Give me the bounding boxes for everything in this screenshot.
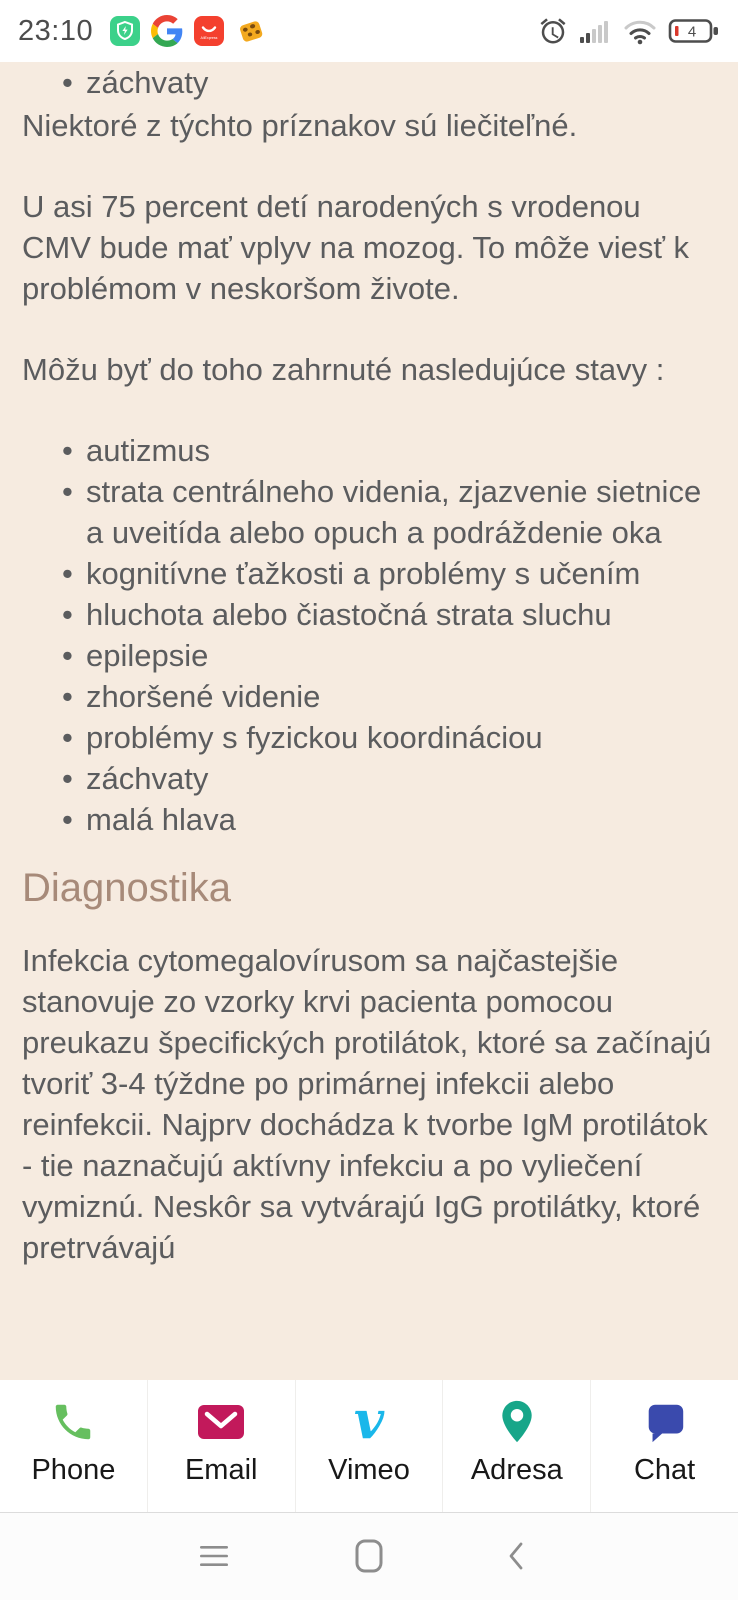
aliexpress-app-icon	[193, 15, 225, 47]
list-item: • epilepsie	[62, 635, 716, 676]
wifi-icon	[622, 17, 658, 45]
list-item: • problémy s fyzickou koordináciou	[62, 717, 716, 758]
paragraph-treatable: Niektoré z týchto príznakov sú liečiteľné.	[22, 108, 578, 143]
list-item: • autizmus	[62, 430, 716, 471]
paragraph-list-intro: Môžu byť do toho zahrnuté nasledujúce stavy :	[22, 352, 665, 387]
email-button[interactable]	[148, 1380, 296, 1512]
chat-button[interactable]	[591, 1380, 738, 1512]
paragraph-75-percent: U asi 75 percent detí narodených s vrodenou CMV bude mať vplyv na mozog. To môže viesť k problémom v neskoršom živote.	[22, 189, 690, 306]
chat-bubble-icon	[642, 1396, 688, 1448]
google-app-icon	[151, 15, 183, 47]
list-item: • záchvaty	[62, 62, 716, 103]
battery-icon	[668, 17, 720, 45]
contact-action-bar	[0, 1380, 738, 1512]
clock-time: 23:10	[18, 14, 94, 47]
vimeo-button[interactable]	[296, 1380, 444, 1512]
adresa-button[interactable]	[443, 1380, 591, 1512]
sticker-app-icon	[235, 15, 267, 47]
conditions-list	[22, 430, 716, 840]
list-item: • malá hlava	[62, 799, 716, 840]
status-bar	[0, 0, 738, 62]
svg-text:AliExpress: AliExpress	[200, 36, 218, 40]
android-navigation-bar	[0, 1512, 738, 1600]
back-button[interactable]	[488, 1513, 544, 1600]
phone-icon	[50, 1396, 96, 1448]
phone-button[interactable]	[0, 1380, 148, 1512]
status-bar-right	[538, 16, 720, 46]
phone-label: Phone	[31, 1454, 116, 1486]
list-item: • zhoršené videnie	[62, 676, 716, 717]
battery-percent-text: 4	[687, 23, 697, 41]
article-content[interactable]	[0, 62, 738, 1380]
section-heading-diagnostika: Diagnostika	[22, 866, 232, 910]
menu-button[interactable]	[186, 1513, 242, 1600]
svg-text:v: v	[353, 1398, 385, 1446]
menu-icon	[199, 1545, 229, 1570]
vimeo-label: Vimeo	[328, 1454, 410, 1486]
location-pin-icon	[495, 1396, 539, 1448]
email-icon	[196, 1396, 246, 1448]
email-label: Email	[184, 1454, 258, 1486]
vimeo-icon	[343, 1396, 395, 1448]
back-icon	[508, 1541, 524, 1574]
security-shield-app-icon	[109, 15, 141, 47]
list-item: • kognitívne ťažkosti a problémy s učením	[62, 553, 716, 594]
home-icon	[355, 1539, 383, 1576]
alarm-clock-icon	[538, 16, 568, 46]
adresa-label: Adresa	[470, 1454, 563, 1486]
chat-label: Chat	[633, 1454, 696, 1486]
list-item: • záchvaty	[62, 758, 716, 799]
paragraph-diagnostics: Infekcia cytomegalovírusom sa najčastejšie stanovuje zo vzorky krvi pacienta pomocou preukazu špecifických protilátok, ktoré sa začínajú tvoriť 3-4 týždne po primárnej infekcii alebo reinfekcii. Najprv dochádza k tvorbe IgM protilátok - tie naznačujú aktívny infekciu a po vyliečení vymiznú. Neskôr sa vytvárajú IgG protilátky, ktoré pretrvávajú	[22, 943, 712, 1265]
home-button[interactable]	[341, 1513, 397, 1600]
status-bar-left	[18, 15, 267, 48]
symptom-list-tail	[22, 62, 716, 103]
signal-strength-icon	[578, 17, 612, 45]
list-item: • hluchota alebo čiastočná strata sluchu	[62, 594, 716, 635]
list-item: • strata centrálneho videnia, zjazvenie sietnice a uveitída alebo opuch a podráždenie oka	[62, 471, 716, 553]
